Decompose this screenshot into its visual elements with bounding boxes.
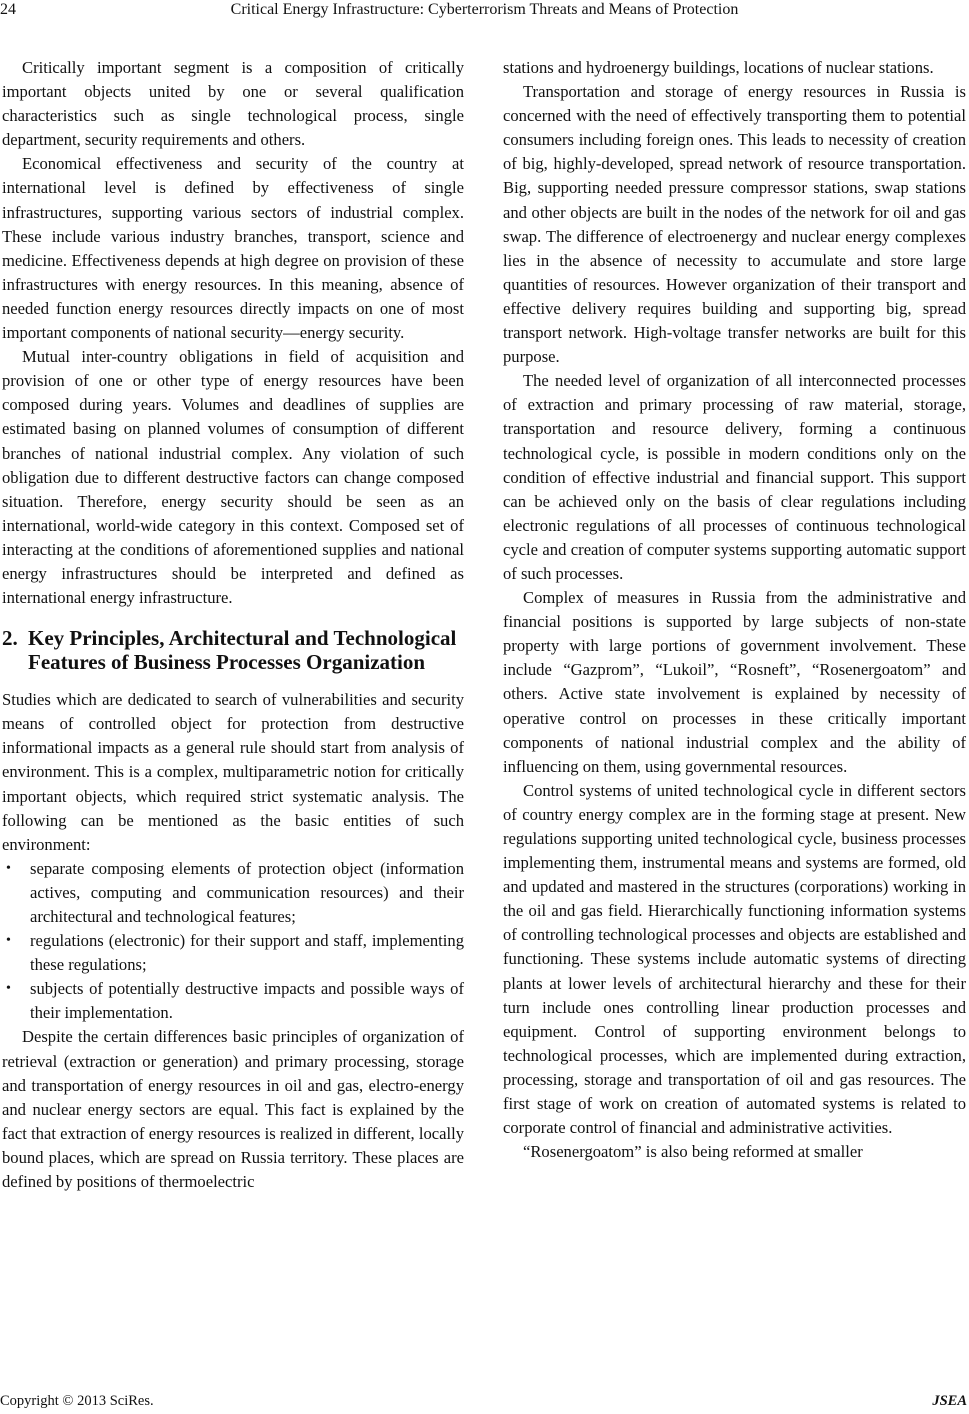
bullet-item	[2, 929, 464, 977]
bullet-text: subjects of potentially destructive impacts and possible ways of their implementation.	[30, 979, 464, 1023]
paragraph: “Rosenergoatom” is also being reformed at smaller	[523, 1142, 863, 1162]
continued-paragraph: stations and hydroenergy buildings, locations of nuclear stations.	[503, 58, 934, 77]
left-column	[2, 56, 464, 1194]
paragraph: Transportation and storage of energy resources in Russia is concerned with the need of effectively transporting them to potential consumers including foreign ones. This leads to necessity of creation of big, highly-developed, spread network of resource transportation. Big, supporting needed pressure compressor stations, swap stations and other objects are built in the nodes of the network for oil and gas swap. The difference of electroenergy and nuclear energy complexes lies in the absence of necessity to accumulate and store large quantities of resources. However organization of their transport and effective delivery requires building and supporting big, spread transport network. High-voltage transfer networks are built for this purpose.	[503, 82, 966, 367]
page-number: 24	[0, 1, 16, 18]
bullet-icon: •	[6, 933, 11, 949]
bullet-list	[2, 857, 464, 1026]
bullet-text: separate composing elements of protection object (information actives, computing and communication resources) and their architectural and technological features;	[30, 858, 464, 926]
bullet-text: regulations (electronic) for their support and staff, implementing these regulations;	[30, 931, 464, 975]
paragraph: Despite the certain differences basic principles of organization of retrieval (extraction or generation) and primary processing, storage and transportation of energy resources in oil and gas, electro-energy and nuclear energy sectors are equal. This fact is explained by the fact that extraction of energy resources is realized in different, locally bound places, which are spread on Russia territory. These places are defined by positions of thermoelectric	[2, 1027, 464, 1192]
paragraph: Complex of measures in Russia from the administrative and financial positions is supported by large subjects of non-state property with large portions of government involvement. These include “Gazprom”, “Lukoil”, “Rosneft”, “Rosenergoatom” and others. Active state involvement is explained by necessity of operative control on processes in these critically important components of national industrial complex and the ability of influencing on them, using governmental resources.	[503, 588, 966, 776]
copyright-notice: Copyright © 2013 SciRes.	[0, 1393, 154, 1409]
running-title: Critical Energy Infrastructure: Cyberterrorism Threats and Means of Protection	[230, 1, 739, 18]
paragraph: Critically important segment is a composition of critically important objects united by one or several qualification characteristics such as single technological process, single department, security requirements and others.	[2, 58, 464, 150]
section-heading	[2, 626, 464, 674]
paragraph: The needed level of organization of all interconnected processes of extraction and primary processing of raw material, storage, transportation and resource delivery, forming a continuous technological cycle, is possible in modern conditions only on the condition of effective industrial and financial support. This support can be achieved only on the basis of clear regulations including electronic regulations of all processes of continuous technological cycle and creation of computer systems supporting automatic support of such processes.	[503, 371, 966, 583]
bullet-item	[2, 977, 464, 1025]
journal-abbreviation: JSEA	[932, 1393, 967, 1409]
section-title: Key Principles, Architectural and Technological Features of Business Processes Organization	[28, 626, 457, 675]
right-column	[503, 56, 966, 1164]
paragraph: Mutual inter-country obligations in field of acquisition and provision of one or other type of energy resources have been composed during years. Volumes and deadlines of supplies are estimated basing on planned volumes of consumption of different branches of national industrial complex. Any violation of such obligation due to different destructive factors can change composed situation. Therefore, energy security should be seen as an international, world-wide category in this context. Composed set of interacting at the conditions of aforementioned supplies and national energy infrastructures should be interpreted and defined as international energy infrastructure.	[2, 347, 464, 608]
bullet-icon: •	[6, 860, 11, 876]
page-footer	[0, 1392, 969, 1414]
bullet-icon: •	[6, 981, 11, 997]
paragraph: Economical effectiveness and security of the country at international level is defined by effectiveness of single infrastructures, supporting various sectors of industrial complex. These include various industry branches, transport, science and medicine. Effectiveness depends at high degree on provision of these infrastructures with energy resources. In this meaning, absence of needed function energy resources directly impacts on one of most important components of national security—energy security.	[2, 154, 464, 343]
section-number: 2.	[2, 626, 18, 651]
paragraph: Control systems of united technological cycle in different sectors of country energy complex are in the forming stage at present. New regulations supporting united technological cycle, business processes implementing them, instrumental means and systems are formed, old and updated and mastered in the structures (corporations) working in the oil and gas field. Hierarchically functioning information systems of controlling technological processes and objects are established and functioning. These systems include automatic systems of directing plants at lower levels of architectural hierarchy and these for their turn include ones controlling linear production processes and equipment. Control of supporting environment belongs to technological processes, which are implemented during extraction, processing, storage and transportation of oil and gas resources. The first stage of work on creation of automated systems is related to corporate control of financial and administrative activities.	[503, 780, 966, 1138]
section-intro-paragraph: Studies which are dedicated to search of vulnerabilities and security means of controlled object for protection from destructive informational impacts as a general rule should start from analysis of environment. This is a complex, multiparametric notion for critically important objects, which required strict systematic analysis. The following can be mentioned as the basic entities of such environment:	[2, 690, 464, 854]
running-header	[0, 0, 969, 22]
bullet-item	[2, 857, 464, 929]
